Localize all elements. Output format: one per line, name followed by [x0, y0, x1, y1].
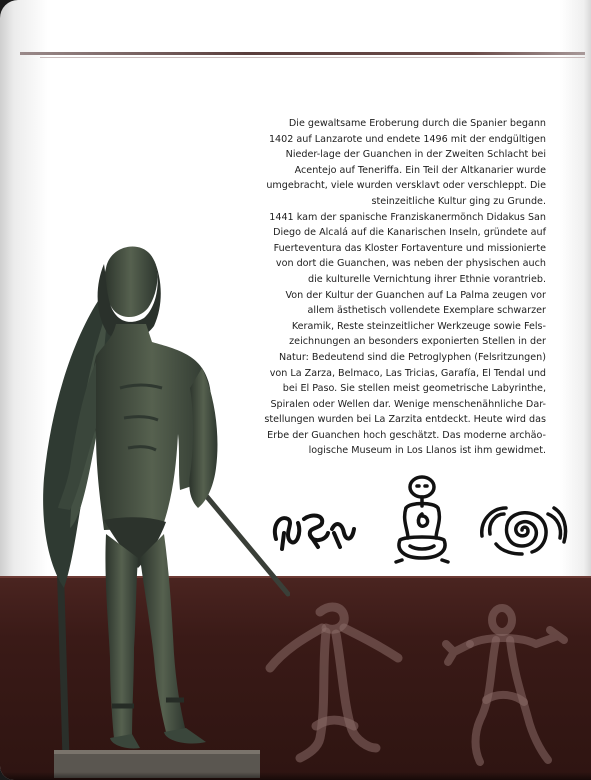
article-line: Natur: Bedeutend sind die Petroglyphen (Felsritzungen)	[278, 351, 546, 363]
article-line: stellungen wurden bei La Zarzita entdeckt. Heute wird das	[264, 414, 546, 426]
article-line: Acentejo auf Teneriffa. Ein Teil der Altkanarier wurde	[294, 164, 546, 176]
article-line: Von der Kultur der Guanchen auf La Palma zeugen vor	[285, 289, 546, 301]
article-line: Fuerteventura das Kloster Fortaventure und missionierte	[273, 242, 546, 254]
article-text	[250, 116, 546, 459]
article-line: Erbe der Guanchen hoch geschätzt. Das moderne archäo-	[267, 429, 546, 441]
page-bottom-shadow	[0, 772, 591, 780]
article-line: Diego de Alcalá auf die Kanarischen Inseln, gründete auf	[273, 227, 546, 239]
ghost-figure-right-icon	[440, 600, 580, 770]
article-line: Spiralen oder Wellen dar. Wenige menschenähnliche Dar-	[270, 398, 546, 410]
article-line: steinzeitliche Kultur ging zu Grunde.	[371, 195, 546, 207]
spiral-petroglyph-icon	[478, 500, 568, 560]
guanche-warrior-statue-icon	[30, 238, 290, 778]
article-line: 1402 auf Lanzarote und endete 1496 mit der endgültigen	[268, 133, 546, 145]
article-line: Keramik, Reste steinzeitlicher Werkzeuge sowie Fels-	[291, 320, 546, 332]
article-line: allem ästhetisch vollendete Exemplare schwarzer	[307, 305, 546, 317]
article-line: von dort die Guanchen, was neben der physischen auch	[275, 258, 546, 270]
top-rule-thin	[40, 57, 585, 58]
article-line: bei El Paso. Sie stellen meist geometrische Labyrinthe,	[282, 383, 546, 395]
top-rule	[20, 52, 585, 55]
article-line: von La Zarza, Belmaco, Las Tricias, Garafía, El Tendal und	[269, 367, 546, 379]
article-line: 1441 kam der spanische Franziskanermönch Didakus San	[269, 211, 546, 223]
article-line: Die gewaltsame Eroberung durch die Spanier begann	[288, 118, 546, 129]
human-figure-petroglyph-icon	[392, 474, 452, 566]
article-line: umgebracht, viele wurden versklavt oder verschleppt. Die	[266, 180, 546, 192]
article-line: Nieder-lage der Guanchen in der Zweiten Schlacht bei	[285, 149, 546, 161]
article-line: zeichnungen an besonders exponierten Stellen in der	[289, 336, 546, 348]
article-line: die kulturelle Vernichtung ihrer Ethnie vorantrieb.	[308, 273, 546, 285]
article-line: logische Museum in Los Llanos ist ihm gewidmet.	[308, 445, 546, 457]
